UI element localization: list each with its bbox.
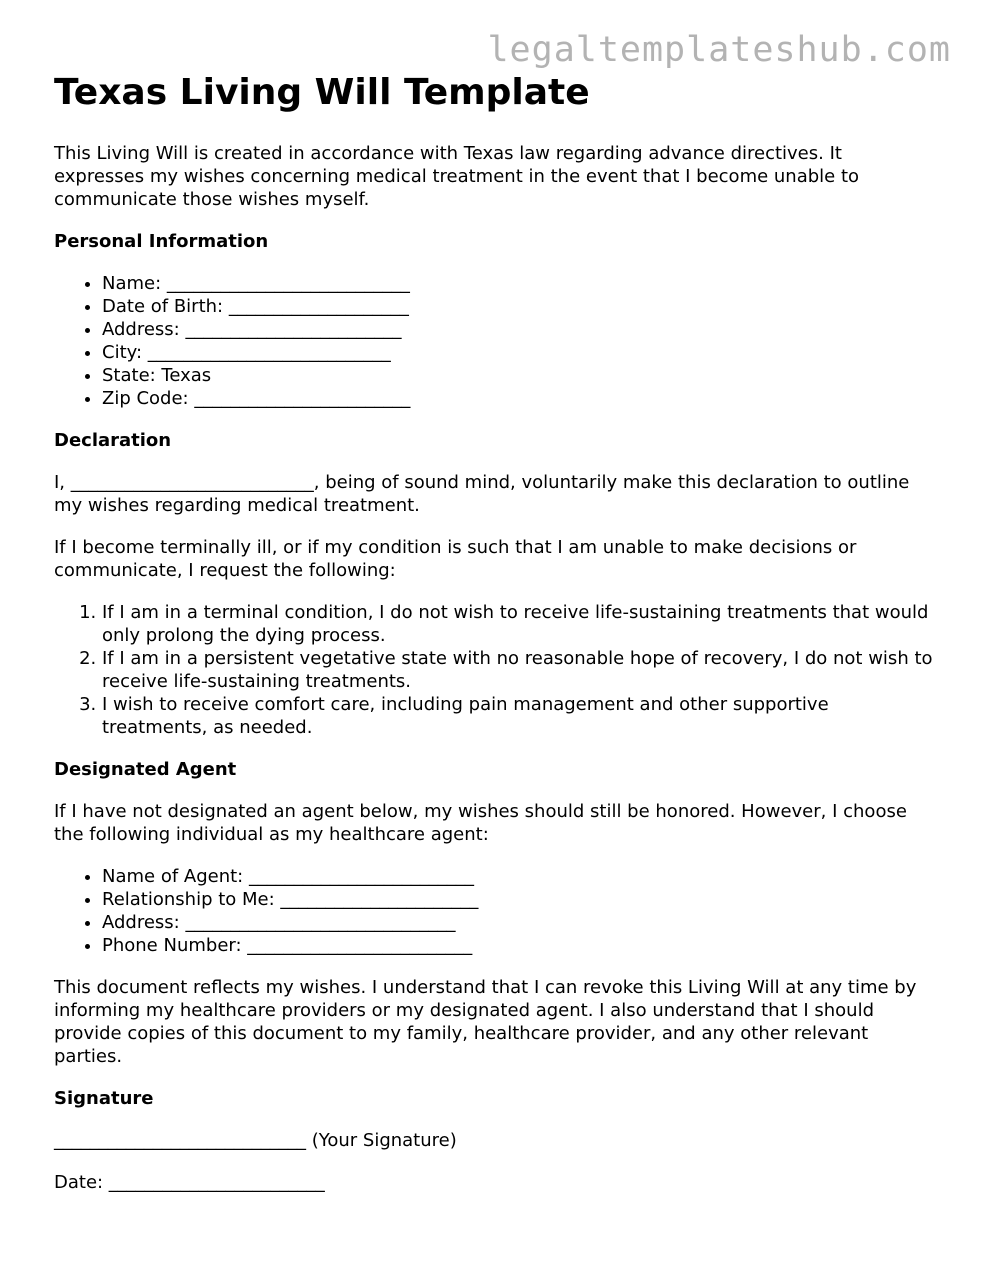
- list-item-phone-number: • Phone Number: _________________________: [102, 934, 934, 957]
- personal-info-heading: Personal Information: [54, 231, 269, 252]
- list-item-vegetative-state: 2. If I am in a persistent vegetative state with no reasonable hope of recovery, I do not wish to receive life-sustaining treatments.: [102, 647, 934, 693]
- list-item-zip-code: • Zip Code: ________________________: [102, 387, 934, 410]
- closing-paragraph: This document reflects my wishes. I understand that I can revoke this Living Will at any time by informing my healthcare providers or my designated agent. I also understand that I should provide copies of this document to my family, healthcare provider, and any other relevant parties.: [54, 977, 917, 1067]
- document-page: [54, 70, 934, 1194]
- list-item-name: • Name: ___________________________: [102, 272, 934, 295]
- intro-paragraph: This Living Will is created in accordance with Texas law regarding advance directives. It expresses my wishes concerning medical treatment in the event that I become unable to communicate those wishes myself.: [54, 143, 860, 210]
- agent-paragraph: If I have not designated an agent below, my wishes should still be honored. However, I choose the following individual as my healthcare agent:: [54, 801, 907, 845]
- signature-heading: Signature: [54, 1088, 154, 1109]
- personal-info-list: [54, 272, 934, 410]
- date-line: Date: ________________________: [54, 1172, 325, 1193]
- declaration-paragraph: I, ___________________________, being of sound mind, voluntarily make this declaration to outline my wishes regarding medical treatment.: [54, 472, 910, 516]
- list-item-state: • State: Texas: [102, 364, 934, 387]
- list-item-agent-name: • Name of Agent: _________________________: [102, 865, 934, 888]
- request-paragraph: If I become terminally ill, or if my condition is such that I am unable to make decisions or communicate, I request the following:: [54, 537, 857, 581]
- signature-line: ____________________________ (Your Signature): [54, 1130, 457, 1151]
- list-item-date-of-birth: • Date of Birth: ____________________: [102, 295, 934, 318]
- list-item-agent-address: • Address: ______________________________: [102, 911, 934, 934]
- list-item-address: • Address: ________________________: [102, 318, 934, 341]
- designated-agent-heading: Designated Agent: [54, 759, 237, 780]
- list-item-relationship: • Relationship to Me: ______________________: [102, 888, 934, 911]
- list-item-city: • City: ___________________________: [102, 341, 934, 364]
- wishes-list: [54, 601, 934, 739]
- declaration-heading: Declaration: [54, 430, 172, 451]
- page-title: Texas Living Will Template: [54, 72, 590, 113]
- watermark: legaltemplateshub.com: [487, 30, 951, 70]
- agent-info-list: [54, 865, 934, 957]
- list-item-terminal-condition: 1. If I am in a terminal condition, I do not wish to receive life-sustaining treatments that would only prolong the dying process.: [102, 601, 934, 647]
- list-item-comfort-care: 3. I wish to receive comfort care, including pain management and other supportive treatments, as needed.: [102, 693, 934, 739]
